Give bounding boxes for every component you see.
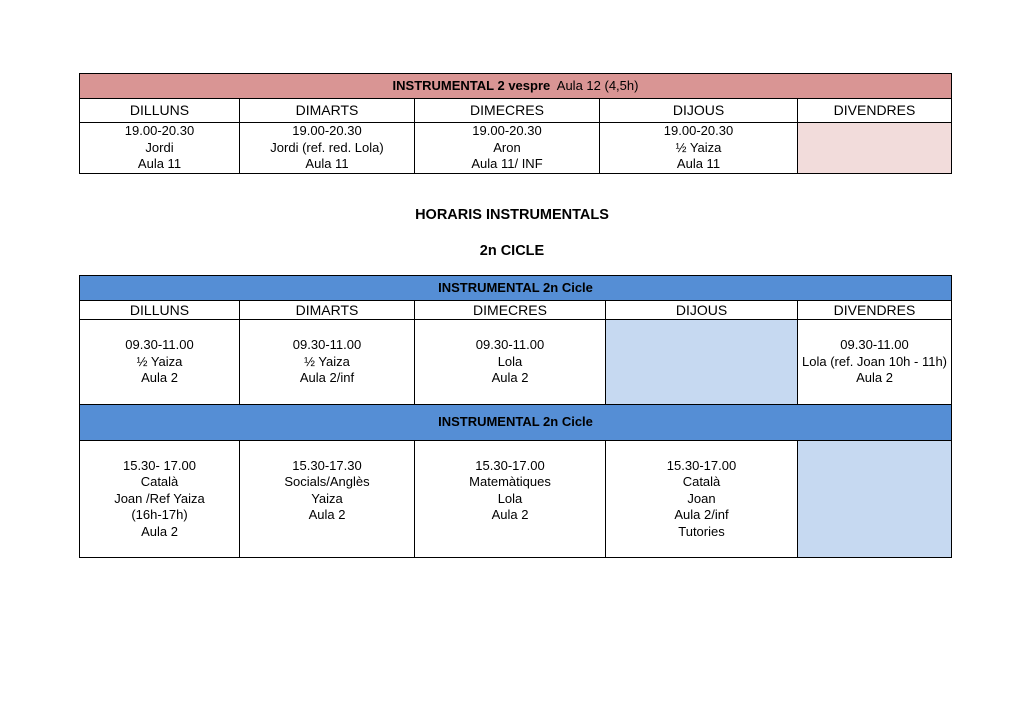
- cell-teacher: Aron: [493, 139, 521, 155]
- cell-teacher: Lola: [497, 490, 523, 506]
- page-subtitle: 2n CICLE: [479, 243, 545, 259]
- vespre-cell-fri-empty: [798, 123, 952, 174]
- cicle-header-afternoon: INSTRUMENTAL 2n Cicle: [80, 405, 952, 441]
- cell-room: Aula 11: [137, 156, 182, 172]
- cell-teacher: ½ Yaiza: [675, 139, 722, 155]
- cell-time: 15.30- 17.00: [122, 457, 196, 473]
- page-title: HORARIS INSTRUMENTALS: [415, 207, 609, 223]
- cicle-header-morning: INSTRUMENTAL 2n Cicle: [80, 276, 952, 301]
- cicle-day-wed: DIMECRES: [415, 301, 606, 320]
- cell-room: Aula 2: [491, 370, 529, 386]
- cell-time: 19.00-20.30: [472, 123, 542, 139]
- cicle-morning-thu-empty: [606, 320, 798, 405]
- vespre-cell-mon: [80, 123, 240, 174]
- cicle-day-fri: DIVENDRES: [798, 301, 952, 320]
- cicle-morning-wed: [415, 320, 606, 405]
- vespre-cell-tue: [240, 123, 415, 174]
- cell-time: 09.30-11.00: [475, 337, 545, 353]
- cicle-afternoon-fri-empty: [798, 441, 952, 558]
- vespre-schedule-table: [79, 73, 952, 174]
- vespre-header-title: INSTRUMENTAL 2 vespre: [392, 77, 551, 93]
- cell-subject: Català: [140, 474, 179, 490]
- cell-room: Aula 2/inf: [299, 370, 355, 386]
- vespre-day-tue: DIMARTS: [240, 99, 415, 123]
- cell-time: 15.30-17.00: [666, 457, 737, 473]
- cell-room: Aula 2: [141, 370, 178, 386]
- vespre-header: [80, 74, 952, 99]
- vespre-cell-thu: [600, 123, 798, 174]
- cicle-morning-fri: [798, 320, 952, 405]
- cell-teacher: Yaiza: [311, 490, 343, 506]
- cicle-afternoon-mon: [80, 441, 240, 558]
- cicle-afternoon-tue: [240, 441, 415, 558]
- cicle-schedule-table: [79, 275, 952, 558]
- cell-note: Tutories: [678, 523, 725, 539]
- cell-time: 19.00-20.30: [124, 123, 195, 139]
- cell-teacher: Joan: [687, 490, 716, 506]
- cell-note: (16h-17h): [131, 507, 188, 523]
- vespre-day-mon: DILLUNS: [80, 99, 240, 123]
- cicle-day-thu: DIJOUS: [606, 301, 798, 320]
- cicle-afternoon-thu: [606, 441, 798, 558]
- cell-subject: Matemàtiques: [469, 474, 551, 490]
- cell-room: Aula 11: [305, 156, 349, 172]
- vespre-day-wed: DIMECRES: [415, 99, 600, 123]
- cell-room: Aula 11: [676, 156, 721, 172]
- cell-room: Aula 2: [856, 370, 893, 386]
- cicle-morning-mon: [80, 320, 240, 405]
- cicle-day-tue: DIMARTS: [240, 301, 415, 320]
- vespre-cell-wed: [415, 123, 600, 174]
- cell-time: 15.30-17.30: [292, 457, 362, 473]
- cell-teacher: Jordi: [145, 139, 174, 155]
- cell-room: Aula 11/ INF: [471, 156, 543, 172]
- cell-time: 19.00-20.30: [292, 123, 362, 139]
- cell-subject: Català: [682, 474, 721, 490]
- cell-time: 15.30-17.00: [475, 457, 545, 473]
- cell-time: 09.30-11.00: [292, 337, 362, 353]
- cell-time: 19.00-20.30: [663, 123, 734, 139]
- cell-room: Aula 2: [141, 523, 178, 539]
- cell-room: Aula 2: [491, 507, 529, 523]
- cell-teacher: ½ Yaiza: [136, 353, 183, 369]
- cicle-morning-tue: [240, 320, 415, 405]
- vespre-day-fri: DIVENDRES: [798, 99, 952, 123]
- vespre-day-thu: DIJOUS: [600, 99, 798, 123]
- cell-time: 09.30-11.00: [125, 337, 194, 353]
- cell-teacher: Lola: [497, 353, 523, 369]
- cell-room: Aula 2/inf: [674, 507, 729, 523]
- cicle-day-mon: DILLUNS: [80, 301, 240, 320]
- cell-room: Aula 2: [308, 507, 346, 523]
- cicle-afternoon-wed: [415, 441, 606, 558]
- cell-time: 09.30-11.00: [840, 337, 909, 353]
- cell-teacher: Jordi (ref. red. Lola): [270, 139, 384, 155]
- cell-subject: Socials/Anglès: [284, 474, 370, 490]
- cell-teacher: Lola (ref. Joan 10h - 11h): [802, 353, 948, 369]
- cell-teacher: ½ Yaiza: [304, 353, 350, 369]
- cell-teacher: Joan /Ref Yaiza: [114, 490, 205, 506]
- vespre-header-room: Aula 12 (4,5h): [556, 77, 639, 93]
